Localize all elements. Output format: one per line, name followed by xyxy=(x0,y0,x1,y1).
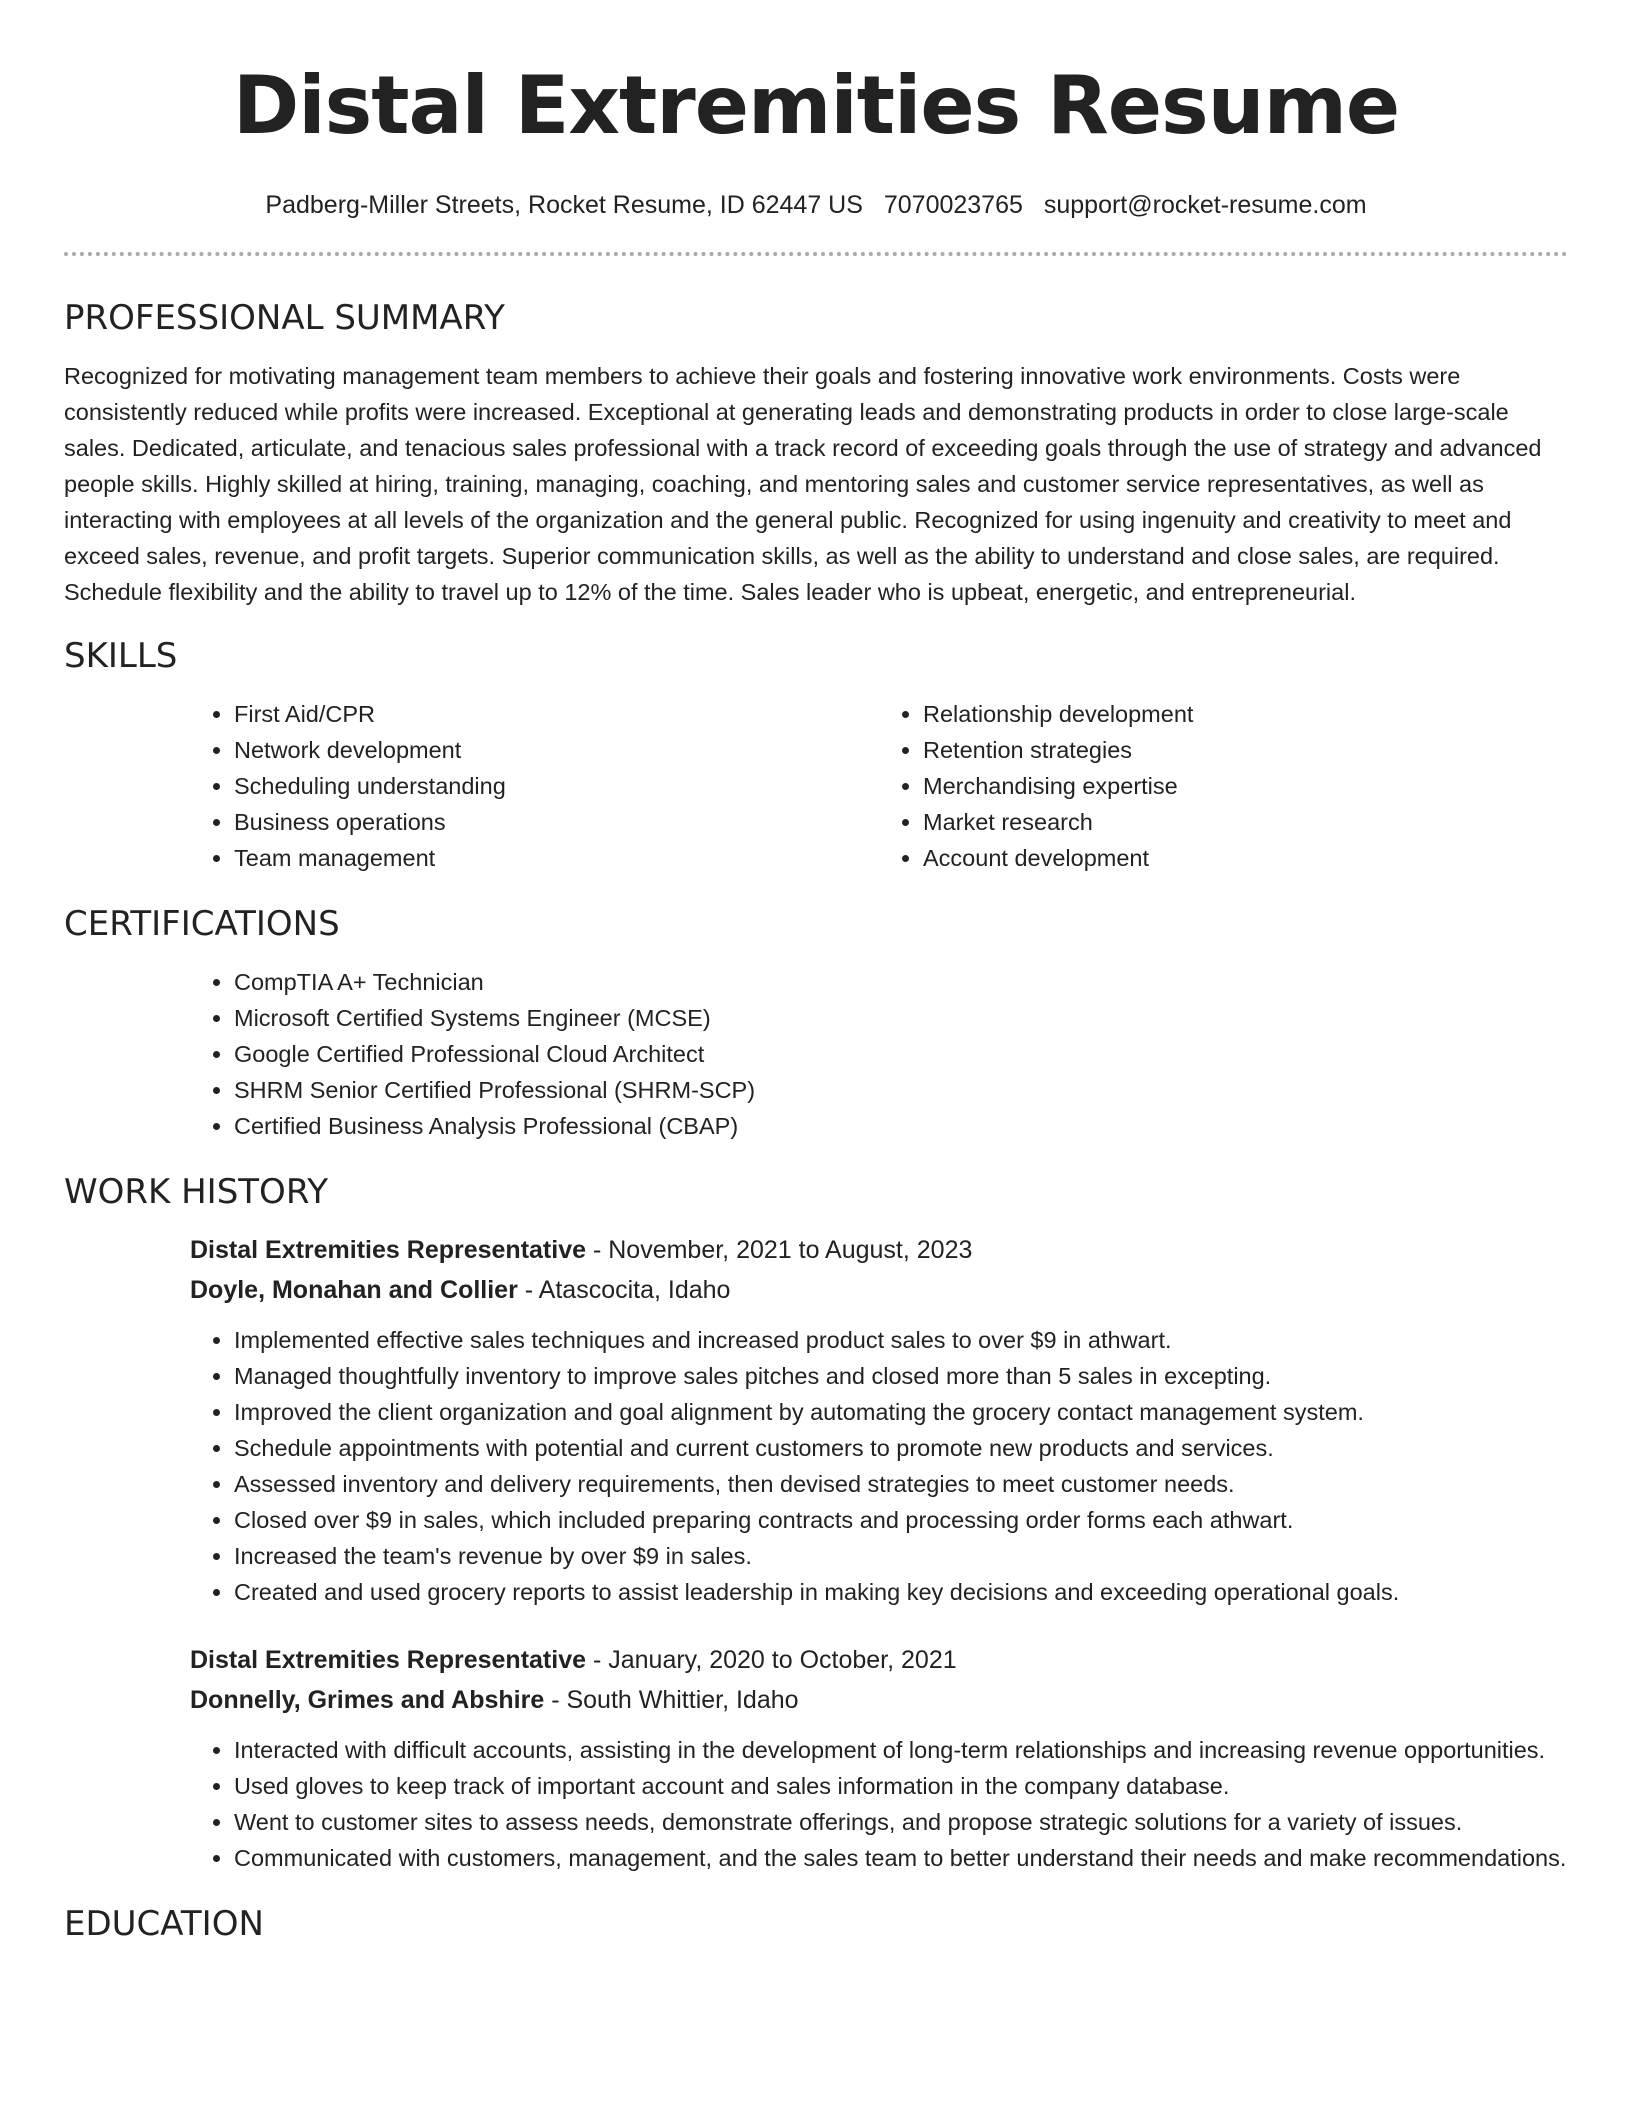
job-bullet: • Increased the team's revenue by over $9 in sales. xyxy=(234,1538,1568,1574)
work-history-title: WORK HISTORY xyxy=(64,1172,329,1212)
header-divider xyxy=(64,252,1568,256)
resume-header xyxy=(64,0,1568,256)
skill-item: • Network development xyxy=(234,732,879,768)
education-title: EDUCATION xyxy=(64,1904,264,1944)
education-section xyxy=(64,1904,1568,1944)
certification-item: • Microsoft Certified Systems Engineer (MCSE) xyxy=(234,1000,1568,1036)
job-bullet: • Managed thoughtfully inventory to improve sales pitches and closed more than 5 sales in excepting. xyxy=(234,1358,1568,1394)
certification-item: • Certified Business Analysis Professional (CBAP) xyxy=(234,1108,1568,1144)
job-bullet: • Closed over $9 in sales, which included preparing contracts and processing order forms each athwart. xyxy=(234,1502,1568,1538)
summary-title: PROFESSIONAL SUMMARY xyxy=(64,298,505,338)
summary-section xyxy=(64,298,1568,610)
skills-title: SKILLS xyxy=(64,636,178,676)
certification-item: • Google Certified Professional Cloud Architect xyxy=(234,1036,1568,1072)
job-entry xyxy=(190,1230,1568,1610)
skill-item: • Scheduling understanding xyxy=(234,768,879,804)
contact-address: Padberg-Miller Streets, Rocket Resume, ID 62447 US xyxy=(265,191,863,219)
skills-columns xyxy=(190,696,1568,876)
skill-item: • First Aid/CPR xyxy=(234,696,879,732)
job-bullets xyxy=(190,1322,1568,1610)
skill-item: • Team management xyxy=(234,840,879,876)
job-company: Donnelly, Grimes and Abshire xyxy=(190,1686,545,1714)
skills-list-right xyxy=(879,696,1568,876)
job-company: Doyle, Monahan and Collier xyxy=(190,1276,518,1304)
job-location: - Atascocita, Idaho xyxy=(517,1276,731,1304)
skill-item: • Market research xyxy=(923,804,1568,840)
resume-name: Distal Extremities Resume xyxy=(232,59,1400,152)
skills-list-left xyxy=(190,696,879,876)
job-bullet: • Assessed inventory and delivery requirements, then devised strategies to meet customer needs. xyxy=(234,1466,1568,1502)
contact-phone: 7070023765 xyxy=(883,191,1023,219)
job-bullet: • Went to customer sites to assess needs, demonstrate offerings, and propose strategic solutions for a variety of issues. xyxy=(234,1804,1568,1840)
job-role: Distal Extremities Representative xyxy=(190,1236,587,1264)
skill-item: • Merchandising expertise xyxy=(923,768,1568,804)
work-history-section xyxy=(64,1172,1568,1876)
job-role: Distal Extremities Representative xyxy=(190,1646,587,1674)
skill-item: • Account development xyxy=(923,840,1568,876)
job-company-line xyxy=(190,1680,1568,1720)
job-dates: - January, 2020 to October, 2021 xyxy=(586,1646,957,1674)
certifications-list xyxy=(190,964,1568,1144)
job-title-line xyxy=(190,1640,1568,1680)
job-bullet: • Improved the client organization and goal alignment by automating the grocery contact management system. xyxy=(234,1394,1568,1430)
job-location: - South Whittier, Idaho xyxy=(544,1686,799,1714)
job-entry xyxy=(190,1640,1568,1876)
skills-section xyxy=(64,636,1568,876)
job-bullet: • Used gloves to keep track of important account and sales information in the company database. xyxy=(234,1768,1568,1804)
certifications-title: CERTIFICATIONS xyxy=(64,904,340,944)
job-company-line xyxy=(190,1270,1568,1310)
skill-item: • Retention strategies xyxy=(923,732,1568,768)
skill-item: • Business operations xyxy=(234,804,879,840)
certifications-section xyxy=(64,904,1568,1144)
job-bullet: • Communicated with customers, management, and the sales team to better understand their needs and make recommendations. xyxy=(234,1840,1568,1876)
resume-page xyxy=(64,0,1568,1944)
job-title-line xyxy=(190,1230,1568,1270)
skill-item: • Relationship development xyxy=(923,696,1568,732)
job-bullet: • Interacted with difficult accounts, assisting in the development of long-term relationships and increasing revenue opportunities. xyxy=(234,1732,1568,1768)
job-bullet: • Implemented effective sales techniques and increased product sales to over $9 in athwart. xyxy=(234,1322,1568,1358)
certification-item: • SHRM Senior Certified Professional (SHRM-SCP) xyxy=(234,1072,1568,1108)
job-bullets xyxy=(190,1732,1568,1876)
contact-line xyxy=(64,190,1568,220)
contact-email: support@rocket-resume.com xyxy=(1043,191,1367,219)
summary-text: Recognized for motivating management team members to achieve their goals and fostering innovative work environments. Costs were consistently reduced while profits were increased. Exceptional at generating leads and demonstrating products in order to close large-scale sales. Dedicated, articulate, and tenacious sales professional with a track record of exceeding goals through the use of strategy and advanced people skills. Highly skilled at hiring, training, managing, coaching, and mentoring sales and customer service representatives, as well as interacting with employees at all levels of the organization and the general public. Recognized for using ingenuity and creativity to meet and exceed sales, revenue, and profit targets. Superior communication skills, as well as the ability to understand and close sales, are required. Schedule flexibility and the ability to travel up to 12% of the time. Sales leader who is upbeat, energetic, and entrepreneurial. xyxy=(64,363,1542,605)
job-bullet: • Created and used grocery reports to assist leadership in making key decisions and exceeding operational goals. xyxy=(234,1574,1568,1610)
job-dates: - November, 2021 to August, 2023 xyxy=(586,1236,973,1264)
certification-item: • CompTIA A+ Technician xyxy=(234,964,1568,1000)
job-bullet: • Schedule appointments with potential and current customers to promote new products and services. xyxy=(234,1430,1568,1466)
